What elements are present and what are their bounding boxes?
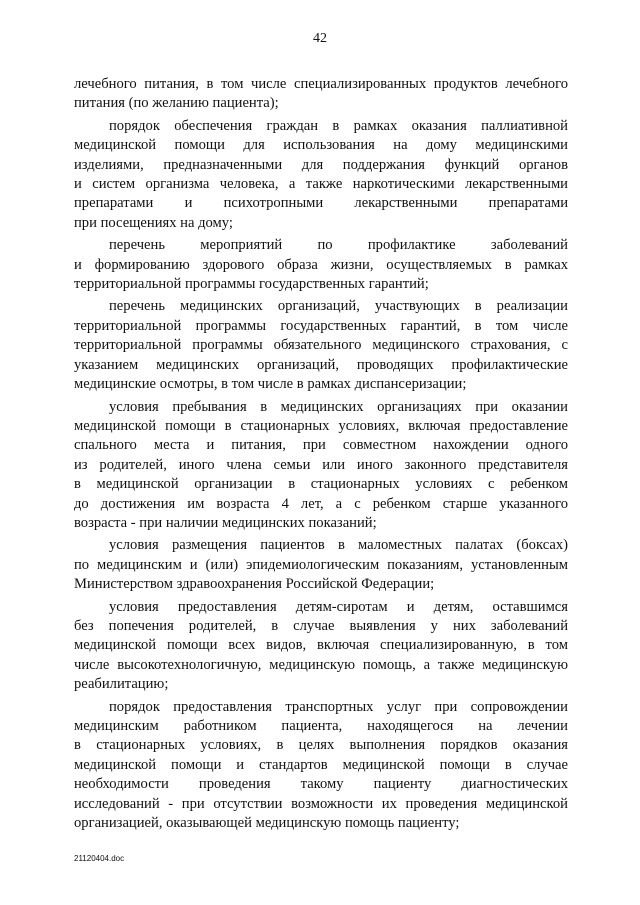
- text-line: территориальной программы государственных гарантий, в том числе: [74, 317, 568, 334]
- text-line: питания (по желанию пациента);: [74, 95, 279, 112]
- text-line: спального места и питания, при совместном нахождении одного: [74, 437, 568, 454]
- text-line: медицинским работником пациента, находящегося на лечении: [74, 718, 568, 734]
- text-line: в медицинской организации в стационарных условиях с ребенком: [74, 476, 568, 493]
- text-line: реабилитацию;: [74, 676, 169, 693]
- text-line: из родителей, иного члена семьи или иного законного представителя: [74, 456, 568, 473]
- text-line: при посещениях на дому;: [74, 214, 233, 231]
- text-line: медицинской помощи в стационарных условиях, включая предоставление: [74, 417, 568, 434]
- text-line: необходимости проведения такому пациенту диагностических: [74, 776, 568, 793]
- paragraph: [74, 75, 568, 114]
- text-line: медицинской помощи и стандартов медицинской помощи в случае: [74, 756, 568, 773]
- paragraph: [74, 398, 568, 534]
- text-line: до достижения им возраста 4 лет, а с ребенком старше указанного: [74, 495, 568, 512]
- text-line: изделиями, предназначенными для поддержания функций органов: [74, 156, 568, 173]
- text-line: без попечения родителей, в случае выявления у них заболеваний: [74, 617, 568, 634]
- text-line: препаратами и психотропными лекарственными препаратами: [74, 195, 568, 212]
- text-line: перечень мероприятий по профилактике заболеваний: [109, 237, 568, 254]
- text-line: числе высокотехнологичную, медицинскую помощь, а также медицинскую: [74, 656, 568, 673]
- text-line: порядок обеспечения граждан в рамках оказания паллиативной: [109, 117, 568, 134]
- text-line: Министерством здравоохранения Российской Федерации;: [74, 576, 435, 593]
- footer-filename: 21120404.doc: [74, 854, 125, 863]
- paragraph: [74, 598, 568, 695]
- text-line: порядок предоставления транспортных услуг при сопровождении: [109, 698, 568, 715]
- paragraph: [74, 536, 568, 594]
- paragraph: [74, 236, 568, 294]
- paragraph: [74, 297, 568, 394]
- text-line: условия размещения пациентов в маломестных палатах (боксах): [109, 537, 568, 554]
- page-number: 42: [313, 31, 327, 46]
- text-line: медицинские осмотры, в том числе в рамках диспансеризации;: [74, 376, 467, 393]
- text-line: организацией, оказывающей медицинскую помощь пациенту;: [74, 815, 460, 832]
- text-line: территориальной программы обязательного медицинского страхования, с: [74, 337, 568, 354]
- text-line: исследований - при отсутствии возможности их проведения медицинской: [74, 795, 568, 812]
- text-line: указанием медицинских организаций, проводящих профилактические: [74, 356, 568, 373]
- text-line: условия пребывания в медицинских организациях при оказании: [109, 398, 568, 415]
- text-line: условия предоставления детям-сиротам и детям, оставшимся: [109, 598, 568, 615]
- text-line: и формированию здорового образа жизни, осуществляемых в рамках: [74, 256, 568, 273]
- text-line: территориальной программы государственных гарантий;: [74, 276, 429, 293]
- text-line: по медицинским и (или) эпидемиологическим показаниям, установленным: [74, 556, 568, 573]
- text-line: возраста - при наличии медицинских показаний;: [74, 514, 377, 531]
- text-line: медицинской помощи для использования на дому медицинскими: [74, 137, 568, 154]
- document-body: [74, 75, 568, 836]
- text-line: лечебного питания, в том числе специализированных продуктов лечебного: [74, 76, 568, 92]
- text-line: и систем организма человека, а также наркотическими лекарственными: [74, 176, 568, 193]
- text-line: медицинской помощи всех видов, включая специализированную, в том: [74, 637, 568, 654]
- text-line: в стационарных условиях, в целях выполнения порядков оказания: [74, 737, 568, 754]
- paragraph: [74, 698, 568, 834]
- text-line: перечень медицинских организаций, участвующих в реализации: [109, 298, 568, 315]
- paragraph: [74, 117, 568, 233]
